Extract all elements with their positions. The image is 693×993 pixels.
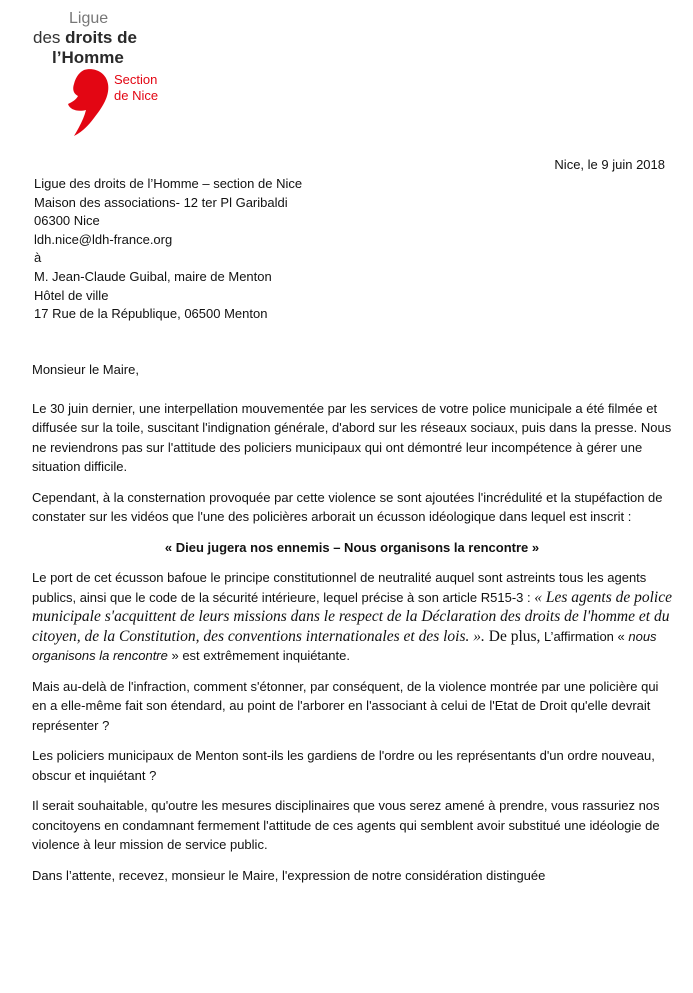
salutation: Monsieur le Maire, xyxy=(32,362,139,377)
sender-org: Ligue des droits de l’Homme – section de Nice xyxy=(34,176,303,191)
recipient-building: Hôtel de ville xyxy=(34,287,109,303)
logo-line-ligue: Ligue xyxy=(69,10,109,27)
address-to: à xyxy=(34,250,42,266)
badge-quote: « Dieu jugera nos ennemis – Nous organisons la rencontre » xyxy=(164,539,540,555)
paragraph-4: Mais au-delà de l'infraction, comment s'étonner, par conséquent, de la violence montrée par une policière qui en a elle-même fait son étendard, au point de l'arborer en l'associant à celui de l'Etat de Droit qu'elle devrait représenter ? xyxy=(32,678,659,733)
recipient-name: M. Jean-Claude Guibal, maire de Menton xyxy=(34,268,272,284)
logo-section-line1: Section xyxy=(114,72,158,87)
paragraph-2: Cependant, à la consternation provoquée par cette violence se sont ajoutées l'incrédulité et la stupéfaction de constater sur les vidéos que l'une des policières arborait un écusson idéologique dans lequel est inscrit : xyxy=(32,489,663,524)
closing: Dans l’attente, recevez, monsieur le Maire, l'expression de notre considération distinguée xyxy=(32,867,546,883)
p3-end: » est extrêmement inquiétante. xyxy=(167,648,350,663)
sender-street: Maison des associations- 12 ter Pl Garibaldi xyxy=(34,194,288,210)
ldh-logo xyxy=(0,0,240,140)
logo-line-homme: l’Homme xyxy=(52,48,124,67)
p3-start: Le port de cet écusson bafoue le principe constitutionnel de neutralité auquel sont astreints tous les agents publics, ainsi que le code de la sécurité intérieure, lequel précise à son article R515-3 : xyxy=(32,570,647,605)
logo-line-prefix: des xyxy=(33,28,66,47)
logo-section-line2: de Nice xyxy=(114,88,159,103)
paragraph-5: Les policiers municipaux de Menton sont-ils les gardiens de l'ordre ou les représentants d'un ordre nouveau, obscur et inquiétant ? xyxy=(32,748,655,783)
address-block xyxy=(34,175,302,324)
logo-line-bold: droits de xyxy=(65,28,137,47)
logo-section xyxy=(114,72,158,104)
recipient-street: 17 Rue de la République, 06500 Menton xyxy=(34,306,268,322)
paragraph-1: Le 30 juin dernier, une interpellation mouvementée par les services de votre police municipale a été filmée et diffusée sur la toile, suscitant l'indignation générale, d'abord sur les réseaux sociaux, puis dans la presse. Nous ne reviendrons pas sur l'attitude des policiers municipaux qui ont démontré leur incompétence à gérer une situation difficile. xyxy=(32,400,672,474)
ldh-bird-icon xyxy=(66,68,112,138)
sender-city: 06300 Nice xyxy=(34,213,100,229)
p3-deplus: De plus, xyxy=(484,627,541,645)
paragraph-3 xyxy=(32,568,672,666)
logo-line-droits xyxy=(33,28,137,48)
legal-citation: « Les agents de police municipale s'acquittent de leurs missions dans le respect de la Déclaration des droits de l'homme et du citoyen, de la Constitution, des conventions internationales et des lois. ». xyxy=(32,588,672,645)
paragraph-6: Il serait souhaitable, qu'outre les mesures disciplinaires que vous serez amené à prendre, vous rassuriez nos concitoyens en condamnant fermement l'attitude de ces agents qui semblent avoir substitué une idéologie de violence à leur mission de service public. xyxy=(32,798,660,852)
sender-email: ldh.nice@ldh-france.org xyxy=(34,231,173,247)
letter-date: Nice, le 9 juin 2018 xyxy=(554,157,665,172)
p3-mid: L’affirmation « xyxy=(540,628,629,644)
p3-italic: nous organisons la rencontre xyxy=(32,628,657,663)
letter-body xyxy=(32,360,672,896)
